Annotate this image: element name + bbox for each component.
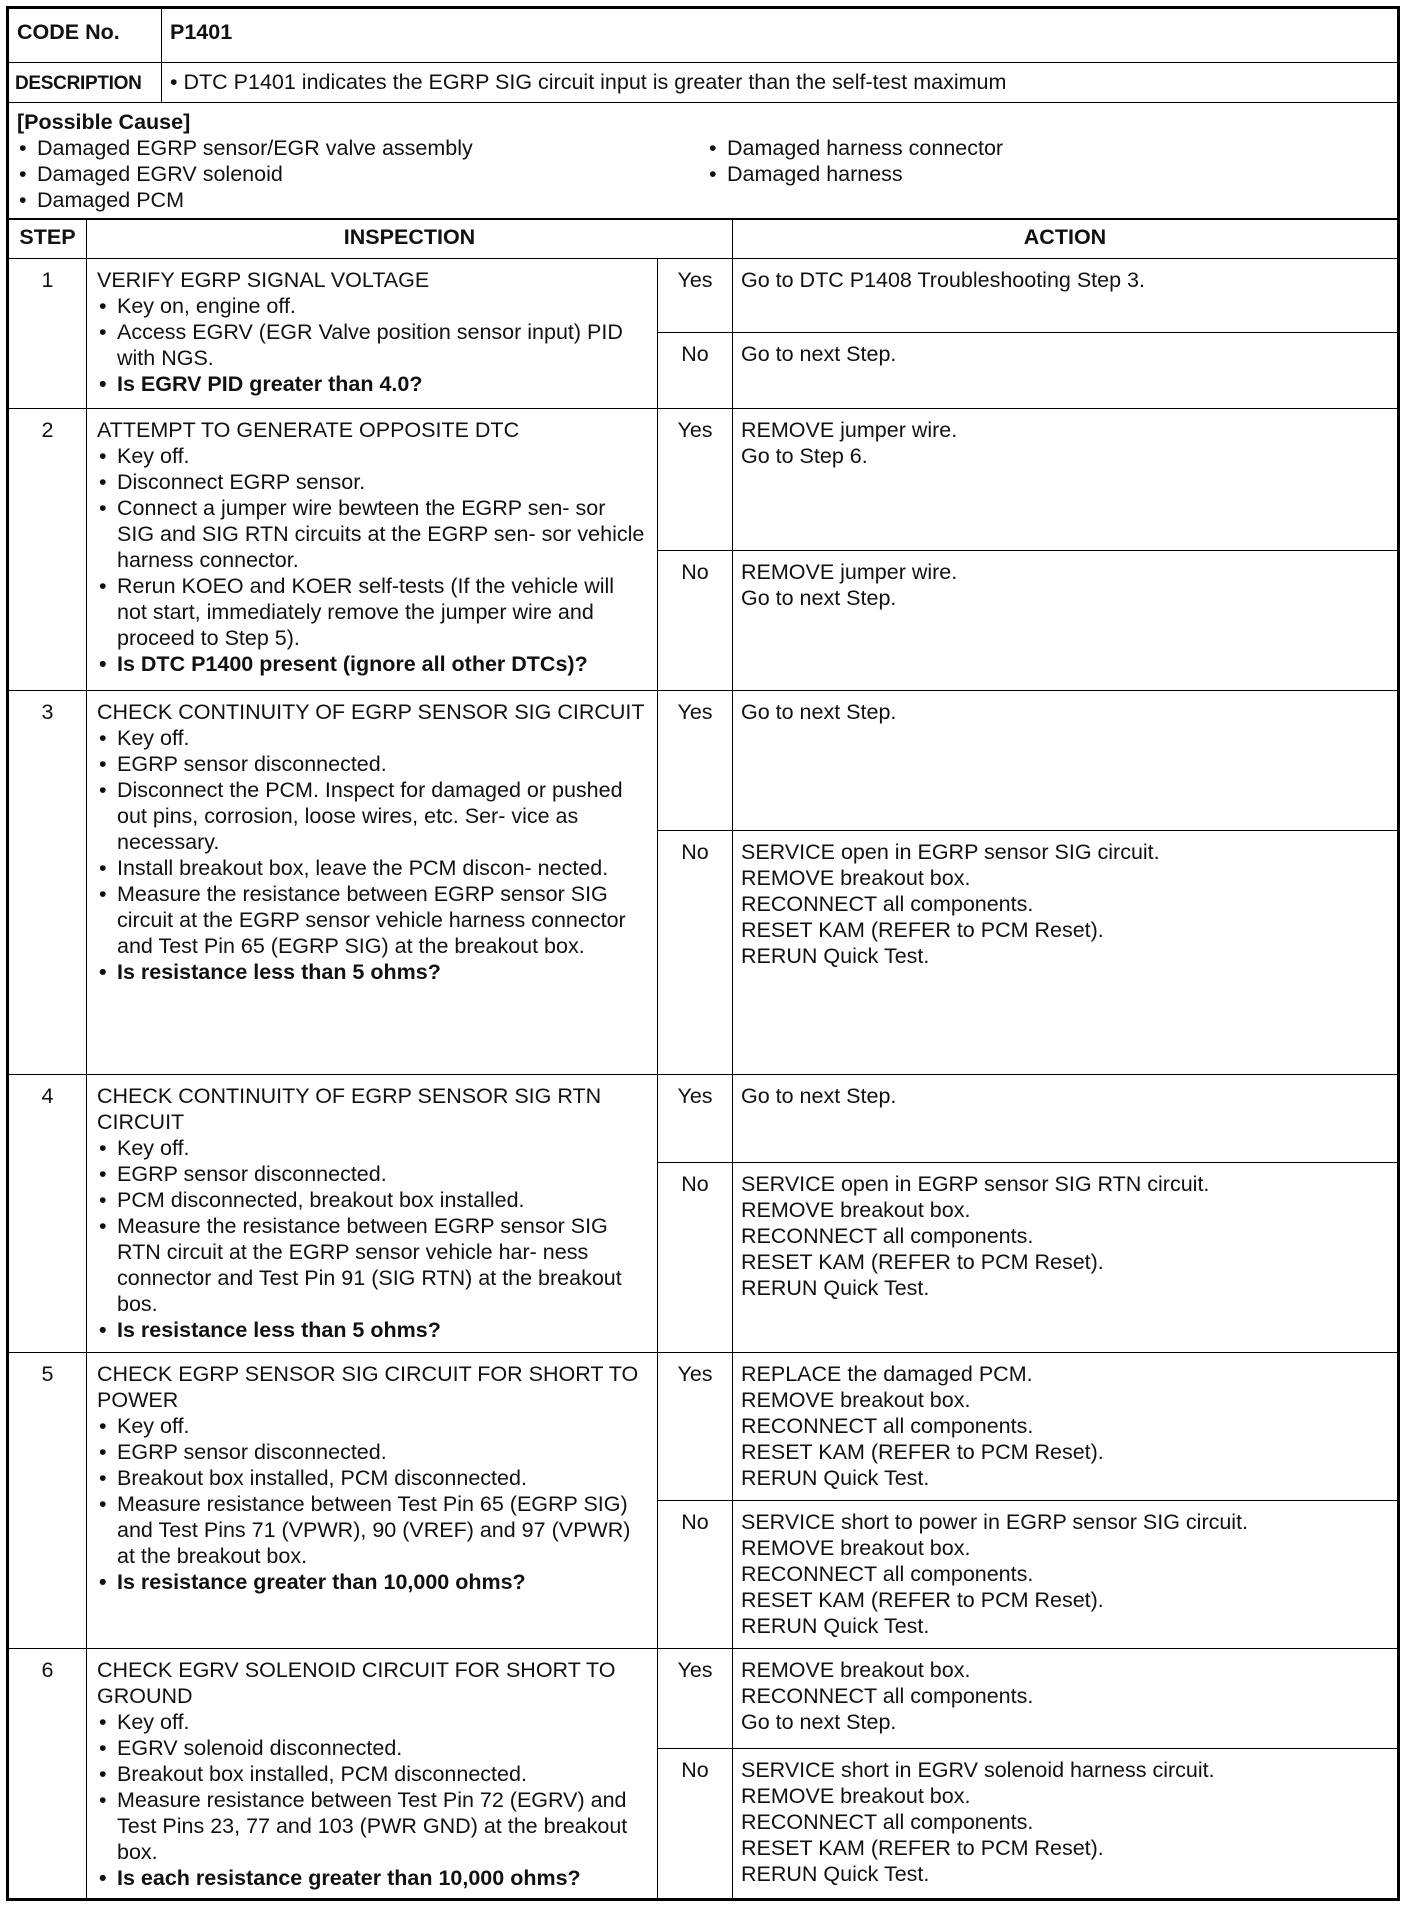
action-line: RESET KAM (REFER to PCM Reset). [741, 1836, 1104, 1860]
inspection-cell [87, 1353, 658, 1649]
inspection-list [97, 725, 647, 985]
action-line: SERVICE open in EGRP sensor SIG circuit. [741, 840, 1160, 864]
inspection-bullet: • Disconnect EGRP sensor. [97, 469, 647, 495]
action-line: RESET KAM (REFER to PCM Reset). [741, 1440, 1104, 1464]
inspection-bullet: • Breakout box installed, PCM disconnected. [97, 1761, 647, 1787]
no-action [733, 333, 1398, 409]
code-label: CODE No. [9, 9, 162, 63]
action-line: REMOVE breakout box. [741, 1658, 971, 1682]
action-line: Go to Step 6. [741, 444, 868, 468]
action-line: RERUN Quick Test. [741, 1276, 930, 1300]
no-action [733, 1749, 1398, 1899]
action-line: RERUN Quick Test. [741, 1862, 930, 1886]
action-line: REMOVE breakout box. [741, 1536, 971, 1560]
inspection-bullet: • EGRV solenoid disconnected. [97, 1735, 647, 1761]
inspection-title: CHECK CONTINUITY OF EGRP SENSOR SIG RTN CIRCUIT [97, 1084, 602, 1134]
no-label: No [658, 551, 733, 691]
inspection-bullet: • Measure resistance between Test Pin 65 (EGRP SIG) and Test Pins 71 (VPWR), 90 (VREF) and 97 (VPWR) at the breakout box. [97, 1491, 647, 1569]
step-rows [9, 259, 1398, 1899]
step-number: 2 [9, 409, 87, 691]
cause-item: • Damaged PCM [17, 187, 699, 213]
action-line: SERVICE short in EGRV solenoid harness circuit. [741, 1758, 1215, 1782]
action-line: RESET KAM (REFER to PCM Reset). [741, 1250, 1104, 1274]
action-line: RESET KAM (REFER to PCM Reset). [741, 1588, 1104, 1612]
no-action [733, 551, 1398, 691]
step-number: 1 [9, 259, 87, 409]
inspection-bullet: • Key on, engine off. [97, 293, 647, 319]
inspection-question: • Is resistance greater than 10,000 ohms? [97, 1569, 647, 1595]
action-line: RERUN Quick Test. [741, 944, 930, 968]
action-line: Go to next Step. [741, 586, 897, 610]
action-line: REMOVE breakout box. [741, 866, 971, 890]
inspection-bullet: • Key off. [97, 1135, 647, 1161]
yes-action [733, 1353, 1398, 1501]
step-row [9, 409, 1398, 551]
inspection-bullet: • Key off. [97, 1413, 647, 1439]
action-line: REMOVE jumper wire. [741, 418, 958, 442]
inspection-bullet: • Disconnect the PCM. Inspect for damaged or pushed out pins, corrosion, loose wires, etc. Ser- vice as necessary. [97, 777, 647, 855]
inspection-title: CHECK EGRP SENSOR SIG CIRCUIT FOR SHORT TO POWER [97, 1362, 639, 1412]
inspection-title: CHECK EGRV SOLENOID CIRCUIT FOR SHORT TO GROUND [97, 1658, 616, 1708]
possible-cause-title: [Possible Cause] [17, 110, 191, 134]
action-line: SERVICE short to power in EGRP sensor SIG circuit. [741, 1510, 1249, 1534]
action-line: Go to next Step. [741, 1710, 897, 1734]
inspection-cell [87, 691, 658, 1075]
inspection-bullet: • Key off. [97, 725, 647, 751]
inspection-question: • Is resistance less than 5 ohms? [97, 959, 647, 985]
step-number: 5 [9, 1353, 87, 1649]
inspection-bullet: • EGRP sensor disconnected. [97, 1161, 647, 1187]
possible-causes [9, 103, 1398, 219]
step-number: 3 [9, 691, 87, 1075]
inspection-list [97, 1413, 647, 1595]
yes-label: Yes [658, 259, 733, 333]
yes-label: Yes [658, 1075, 733, 1163]
steps-table [8, 219, 1398, 1899]
cause-item: • Damaged EGRP sensor/EGR valve assembly [17, 135, 699, 161]
no-label: No [658, 333, 733, 409]
no-action [733, 1163, 1398, 1353]
action-line: RERUN Quick Test. [741, 1466, 930, 1490]
action-line: Go to next Step. [741, 342, 897, 366]
cause-item: • Damaged EGRV solenoid [17, 161, 699, 187]
step-row [9, 259, 1398, 333]
inspection-bullet: • Measure the resistance between EGRP sensor SIG RTN circuit at the EGRP sensor vehicle har- ness connector and Test Pin 91 (SIG RTN) at the breakout bos. [97, 1213, 647, 1317]
action-line: RECONNECT all components. [741, 892, 1034, 916]
inspection-title: ATTEMPT TO GENERATE OPPOSITE DTC [97, 418, 520, 442]
header-table [8, 8, 1398, 219]
action-line: REMOVE breakout box. [741, 1388, 971, 1412]
inspection-question: • Is each resistance greater than 10,000 ohms? [97, 1865, 647, 1891]
action-line: REMOVE jumper wire. [741, 560, 958, 584]
inspection-cell [87, 409, 658, 691]
action-column-header: ACTION [733, 220, 1398, 259]
inspection-bullet: • Connect a jumper wire bewteen the EGRP sen- sor SIG and SIG RTN circuits at the EGRP sen- sor vehicle harness connector. [97, 495, 647, 573]
yes-action [733, 409, 1398, 551]
step-number: 4 [9, 1075, 87, 1353]
action-line: RERUN Quick Test. [741, 1614, 930, 1638]
inspection-bullet: • Install breakout box, leave the PCM discon- nected. [97, 855, 647, 881]
no-label: No [658, 1749, 733, 1899]
action-line: RECONNECT all components. [741, 1810, 1034, 1834]
inspection-cell [87, 1649, 658, 1899]
action-line: Go to next Step. [741, 1084, 897, 1108]
action-line: REPLACE the damaged PCM. [741, 1362, 1033, 1386]
inspection-list [97, 1135, 647, 1343]
step-column-header: STEP [9, 220, 87, 259]
code-value: P1401 [162, 9, 1398, 63]
inspection-bullet: • Measure the resistance between EGRP sensor SIG circuit at the EGRP sensor vehicle harness connector and Test Pin 65 (EGRP SIG) at the breakout box. [97, 881, 647, 959]
description-value: • DTC P1401 indicates the EGRP SIG circuit input is greater than the self-test maximum [162, 63, 1398, 103]
yes-action [733, 259, 1398, 333]
inspection-bullet: • Breakout box installed, PCM disconnected. [97, 1465, 647, 1491]
inspection-title: CHECK CONTINUITY OF EGRP SENSOR SIG CIRCUIT [97, 700, 645, 724]
no-label: No [658, 831, 733, 1075]
inspection-bullet: • Key off. [97, 443, 647, 469]
step-row [9, 1075, 1398, 1163]
inspection-list [97, 293, 647, 397]
step-row [9, 691, 1398, 831]
inspection-bullet: • Access EGRV (EGR Valve position sensor input) PID with NGS. [97, 319, 647, 371]
yes-action [733, 1075, 1398, 1163]
cause-item: • Damaged harness [707, 161, 1389, 187]
action-line: Go to next Step. [741, 700, 897, 724]
inspection-bullet: • PCM disconnected, breakout box installed. [97, 1187, 647, 1213]
step-row [9, 1353, 1398, 1501]
inspection-cell [87, 259, 658, 409]
step-number: 6 [9, 1649, 87, 1899]
action-line: REMOVE breakout box. [741, 1784, 971, 1808]
cause-item: • Damaged harness connector [707, 135, 1389, 161]
yes-action [733, 1649, 1398, 1749]
yes-action [733, 691, 1398, 831]
action-line: RECONNECT all components. [741, 1562, 1034, 1586]
no-label: No [658, 1501, 733, 1649]
step-row [9, 1649, 1398, 1749]
inspection-title: VERIFY EGRP SIGNAL VOLTAGE [97, 268, 430, 292]
inspection-bullet: • Rerun KOEO and KOER self-tests (If the vehicle will not start, immediately remove the jumper wire and proceed to Step 5). [97, 573, 647, 651]
troubleshooting-sheet [6, 6, 1400, 1901]
no-action [733, 1501, 1398, 1649]
action-line: REMOVE breakout box. [741, 1198, 971, 1222]
action-line: RECONNECT all components. [741, 1684, 1034, 1708]
description-label: DESCRIPTION [9, 63, 162, 103]
no-action [733, 831, 1398, 1075]
action-line: RECONNECT all components. [741, 1224, 1034, 1248]
inspection-column-header: INSPECTION [87, 220, 733, 259]
action-line: SERVICE open in EGRP sensor SIG RTN circuit. [741, 1172, 1210, 1196]
yes-label: Yes [658, 1649, 733, 1749]
action-line: RECONNECT all components. [741, 1414, 1034, 1438]
yes-label: Yes [658, 691, 733, 831]
inspection-question: • Is DTC P1400 present (ignore all other DTCs)? [97, 651, 647, 677]
cause-list-left [17, 135, 699, 213]
action-line: Go to DTC P1408 Troubleshooting Step 3. [741, 268, 1145, 292]
inspection-bullet: • EGRP sensor disconnected. [97, 751, 647, 777]
inspection-list [97, 1709, 647, 1891]
inspection-list [97, 443, 647, 677]
inspection-bullet: • Key off. [97, 1709, 647, 1735]
action-line: RESET KAM (REFER to PCM Reset). [741, 918, 1104, 942]
yes-label: Yes [658, 409, 733, 551]
inspection-bullet: • EGRP sensor disconnected. [97, 1439, 647, 1465]
yes-label: Yes [658, 1353, 733, 1501]
no-label: No [658, 1163, 733, 1353]
inspection-question: • Is resistance less than 5 ohms? [97, 1317, 647, 1343]
cause-list-right [707, 135, 1389, 187]
inspection-cell [87, 1075, 658, 1353]
inspection-question: • Is EGRV PID greater than 4.0? [97, 371, 647, 397]
inspection-bullet: • Measure resistance between Test Pin 72 (EGRV) and Test Pins 23, 77 and 103 (PWR GND) at the breakout box. [97, 1787, 647, 1865]
